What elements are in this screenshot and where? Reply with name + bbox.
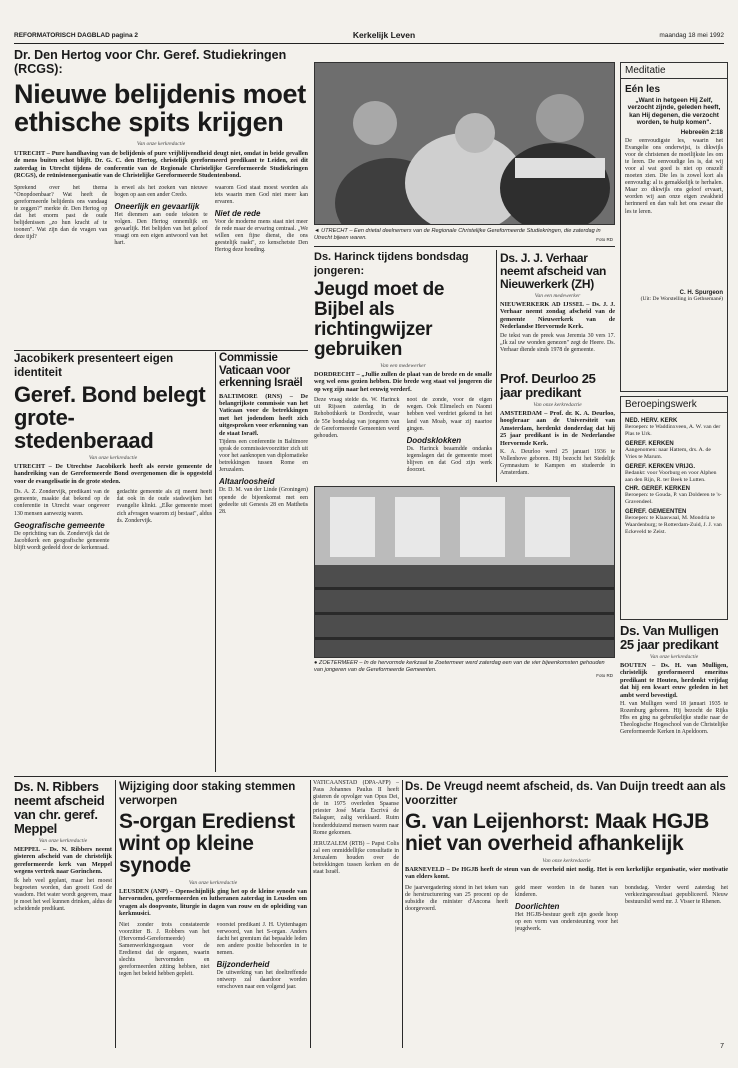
leijenhorst-col-2-text: geld meer worden in de banen van kinderen. <box>515 884 618 898</box>
verhaar-article <box>500 252 615 370</box>
photo-zoetermeer <box>314 486 615 658</box>
meditatie-quote: „Want in hetgeen Hij Zelf, verzocht zijnde, geleden heeft, kan Hij degenen, die verzocht worden, te hulp komen". <box>627 97 721 127</box>
beroeping-item <box>625 486 723 506</box>
bond-subhead: Geografische gemeente <box>14 520 105 530</box>
rule-bond-vaticaan <box>215 352 216 772</box>
bond-headline: Geref. Bond belegt grote-stedenberaad <box>14 382 206 453</box>
beroeping-item-text: Beroepen: te Gouda, P. van Dolderen te 's-Gravendeel. <box>625 492 722 506</box>
harinck-headline: Jeugd moet de Bijbel als richtingwijzer gebruiken <box>314 279 445 360</box>
lead-col-3 <box>215 185 308 295</box>
bond-columns <box>14 489 212 729</box>
beroeping-item-head: CHR. GEREF. KERKEN <box>625 486 691 493</box>
lead-subhead-2: Niet de rede <box>214 208 261 218</box>
mulligen-body: H. van Mulligen werd 18 januari 1935 te Rozenburg geboren. Hij bezocht de Rijks Hbs en ging na gebruikelijke studie naar de Theologische Hogeschool van de Christelijke Gereformeerde Kerken in Apeldoorn. <box>620 701 728 736</box>
beroeping-item <box>625 441 723 461</box>
meditatie-label: Meditatie <box>621 63 727 79</box>
bond-article <box>14 352 212 772</box>
masthead <box>14 30 724 44</box>
bond-lead: UTRECHT – De Utrechtse Jacobikerk heeft als eerste gemeente de handreiking van de Gereformeerde Bond overgenomen die is opgesteld voor de evangelisatie in de grote steden. <box>14 463 212 485</box>
mulligen-headline: Ds. Van Mulligen 25 jaar predikant <box>620 624 719 652</box>
lead-col-1: Sprekend over het thema "Onopdoenbaar? Wat heeft de gereformeerde belijdenis ons vandaag te zeggen?" merkte dr. Den Hertog op dat het enorm past de oude belijdenissen „zo hun kracht af te toonen". Wat zijn dan de vragen van deze tijd? <box>14 184 108 241</box>
deurloo-headline: Prof. Deurloo 25 jaar predikant <box>500 372 596 400</box>
rule-top-photo <box>314 246 615 247</box>
vaticaan-subhead: Altaarloosheid <box>219 477 275 487</box>
ribbers-article <box>14 780 112 1048</box>
rule-harinck-verhaar <box>496 250 497 482</box>
harinck-columns <box>314 397 492 482</box>
harinck-lead: DORDRECHT – „Jullie zullen de plaat van de brede en de smalle weg wel eens gezien hebben. Die brede weg staat vol jongeren die op weg zijn naar het eeuwig verderf. <box>314 371 492 393</box>
sorgaan-col-2-text-b: De uitwerking van het doeltreffende ontwerp zal daardoor worden verschoven naar een volgend jaar. <box>216 970 307 991</box>
leijenhorst-col-2-text-b: Het HGJB-bestuur geeft zijn goede hoop op een vorm van ondersteuning voor het jeugdwerk. <box>515 912 618 933</box>
harinck-col-2-text: noot de zonde, voor de eigen wegen. Ook Elimelech en Naomi hebben veel verdriet gekend in het land van Moab, waar zij naartoe gingen. <box>406 397 492 432</box>
masthead-paper-name: REFORMATORISCH DAGBLAD pagina 2 <box>14 32 138 39</box>
deurloo-body: K. A. Deurloo werd 25 januari 1936 te Vollenhove geboren. Hij bezocht het Stedelijk Gymnasium te Kampen en studeerde in Amsterdam. <box>500 449 615 477</box>
verhaar-lead: NIEUWERKERK AD IJSSEL – Ds. J. J. Verhaar neemt zondag afscheid van de gemeente Nieuwerkerk van de Nederlandse Hervormde Kerk. <box>500 301 615 331</box>
photo-zoetermeer-caption <box>314 660 615 680</box>
lead-headline: Nieuwe belijdenis moet ethische spits krijgen <box>14 79 306 137</box>
rule-news-leijenhorst <box>402 780 403 1048</box>
beroeping-item-text: Beroepen: te Klaaswaal, M. Mondria te Waardenburg; te Rotterdam-Zuid, J. J. van Eckeveld te Zeist. <box>625 515 722 536</box>
sorgaan-subhead: Bijzonderheid <box>216 960 270 970</box>
beroeping-item-head: GEREF. KERKEN <box>625 440 674 447</box>
mulligen-lead: BOUTEN – Ds. H. van Mulligen, christelijk gereformeerd emeritus predikant te Houten, herdenkt vrijdag dat hij een kwart eeuw geleden in het ambt werd bevestigd. <box>620 662 728 699</box>
bond-kicker: Jacobikerk presenteert eigen identiteit <box>14 353 174 379</box>
mulligen-article <box>620 624 728 774</box>
deurloo-lead: AMSTERDAM – Prof. dr. K. A. Deurloo, hoogleraar aan de Universiteit van Amsterdam, herdenkt donderdag dat hij 25 jaar predikant is in de Nederlandse Hervormde Kerk. <box>500 410 615 447</box>
lead-col-3-text-b: Voor de moderne mens staat niet meer de rede maar de ervaring centraal. „We willen een fijne dienst, die ons geestelijk raakt", zo kenschetste Den Hertog deze houding. <box>214 218 308 254</box>
news-shorts <box>313 780 399 1048</box>
leijenhorst-columns <box>405 885 728 1035</box>
beroeping-item-text: Bedankt: voor Voorburg en voor Alphen aan den Rijn, R. ter Beek te Lutten. <box>625 469 717 483</box>
sorgaan-col-2-text: voorstel predikant J. H. Uyttenhagen verwoord, van het S-organ. Anders dacht het gremium dat bepaalde leden een andere positie behoorden in te nemen. <box>216 921 307 956</box>
meditatie-body: De eenvoudigste les, waarin het Evangelie ons onderwijst, is dikwijls voor de christenen de moeilijkste les om te leren. De eenvoudige les is, dat wij voor al wat goed is niet op onszelf moeten zien. Die les is zowel kort als eenvoudig: al is gemakkelijk te herhalen. Maar zo dikwijls ons geloof ervaart, worden wij aan onze eigen zwakheid herinnerd en dan valt het ons zwaar die les te leren. <box>625 137 723 215</box>
photo-utrecht-caption-text: ◄ UTRECHT – Een drietal deelnemers van de Regionale Christelijke Gereformeerde Studiekringen, die zaterdag in Utrecht bijeen waren. <box>314 228 601 241</box>
bond-col-2: gedachte gemeente als zij meent heeft dat ook in de oude stadswijken het evangelie klinkt. „Elke gemeente moet zich afvragen waarom zij bestaat", aldus ds. Zondervijk. <box>116 489 212 524</box>
leijenhorst-article <box>405 780 728 1048</box>
deurloo-article <box>500 372 615 482</box>
beroeping-item-head: GEREF. GEMEENTEN <box>625 509 687 516</box>
leijenhorst-kicker: Ds. De Vreugd neemt afscheid, ds. Van Duijn treedt aan als voorzitter <box>405 781 726 807</box>
lead-article <box>14 48 308 348</box>
bond-col-1-text: Ds. A. Z. Zondervijk, predikant van de gemeente, maakte dat bekend op de conferentie in Utrecht waar ongeveer 130 mensen aanwezig waren. <box>14 489 110 517</box>
leijenhorst-headline: G. van Leijenhorst: Maak HGJB niet van overheid afhankelijk <box>405 810 710 855</box>
beroeping-item <box>625 418 723 438</box>
rule-lead-bond <box>14 350 308 351</box>
lead-kicker: Dr. Den Hertog voor Chr. Geref. Studiekringen (RCGS): <box>14 48 287 76</box>
harinck-col-2-text-b: Ds. Harinck beaamdde ondanks tegenslagen dat de gemeente moet blijven en dat God zijn werk doorzet. <box>406 445 492 473</box>
meditatie-signature: C. H. Spurgeon <box>679 289 723 296</box>
sorgaan-columns <box>119 922 307 1042</box>
leijenhorst-lead: BARNEVELD – De HGJB heeft de steun van de overheid niet nodig. Het is een kerkelijke organisatie, wier motivatie van elders komt. <box>405 866 728 881</box>
beroepingswerk-box <box>620 396 728 620</box>
beroeping-item-head: GEREF. KERKEN VRIJG. <box>625 463 696 470</box>
rule-ribbers-sorgaan <box>115 780 116 1048</box>
harinck-col-2 <box>407 397 493 482</box>
sorgaan-lead: LEUSDEN (ANP) – Openschijnlijk ging het op de kleine synode van hervormden, gereformeerden en lutheranen zaterdag in Leusden om vragen als doopvonte, liturgie in dagen van rouw en de opleiding van kerkmusici. <box>119 888 307 918</box>
mulligen-byline: Van onze kerkredactie <box>649 654 699 660</box>
photo-zoetermeer-image <box>315 487 615 658</box>
meditatie-title: Eén les <box>625 84 661 95</box>
beroeping-item-text: Aangenomen: naar Hattem, drs. A. de Vries te Marum. <box>625 446 711 460</box>
vaticaan-body-b: Dr. D. M. van der Linde (Groningen) opende de bijeenkomst met een gedeelte uit Genesis 28 en Mattheüs 28. <box>219 487 308 515</box>
ribbers-headline: Ds. N. Ribbers neemt afscheid van chr. geref. Meppel <box>14 780 105 836</box>
leijenhorst-col-2 <box>515 885 618 1035</box>
leijenhorst-col-1: De jaarvergadering stond in het teken van de herstructurering van 25 procent op de subsidie die minister d'Ancona heeft doorgevoerd. <box>405 884 508 913</box>
sorgaan-headline: S-organ Eredienst wint op kleine synode <box>119 810 295 877</box>
leijenhorst-col-3: bondsdag. Verder werd zaterdag het verkiezingsresultaat gepubliceerd. Nieuw bestuurslid werd mr. J. Visser te Rhenen. <box>625 884 728 905</box>
photo-utrecht-image <box>315 63 615 225</box>
sorgaan-col-1: Niet zonder trots constateerde voorzitter B. J. Robbers van het (Hervormd-Gereformeerde) Samenwerkingsorgaan voor de Eredienst dat de organen, waarin slechts hervormden en gereformeerden zitting hebben, niet tegen het beleid hebben gepleit. <box>119 921 210 978</box>
leijenhorst-subhead: Doorlichten <box>515 902 560 911</box>
meditatie-reference: Hebreeën 2:18 <box>680 128 723 136</box>
beroeping-item-head: NED. HERV. KERK <box>625 418 678 424</box>
lead-col-2-text-b: Het dienmen aan oude teksten te volgen. Den Hertog onnemlijk en gevaarlijk. Het belijden van het geloof vraagt om een eigen antwoord van het hart. <box>114 211 208 247</box>
sorgaan-kicker: Wijziging door staking stemmen verworpen <box>119 781 296 807</box>
deurloo-byline: Van onze kerkredactie <box>533 402 582 408</box>
meditatie-source: (Uit: De Worstelling in Gethsemané) <box>640 295 723 302</box>
ribbers-byline: Van onze kerkredactie <box>38 838 88 844</box>
lead-columns <box>14 185 308 295</box>
meditatie-box <box>620 62 728 392</box>
beroeping-item <box>625 509 723 536</box>
harinck-article <box>314 250 492 482</box>
beroeping-item <box>625 464 723 484</box>
beroeping-item-text: Beroepen: te Waddinxveen, A. W. van der Plas te Urk. <box>625 424 721 437</box>
news-short-jeruzalem: JERUZALEM (RTB) – Papst Colis zal een onmiddellijke consultatie in Jeruzalem houden over de betrekkingen tussen kerken en de staat Israël. <box>313 840 399 876</box>
bond-col-1-text-b: De oprichting van ds. Zondervijk dat de Jacobikerk een geografische gemeente blijft wordt gedeeld door de kerkenraad. <box>14 530 110 551</box>
vaticaan-lead: BALTIMORE (RNS) – De belangrijkste commissie van het Vaticaan voor de betrekkingen met het jodendom heeft zich uitgesproken voor erkenning van de staat Israël. <box>219 392 308 437</box>
photo-utrecht-credit: Foto RD <box>596 237 613 243</box>
vaticaan-headline: Commissie Vaticaan voor erkenning Israël <box>219 352 303 389</box>
harinck-col-1: Deze vraag stelde ds. W. Harinck uit Rijssen zaterdag in de Rehobothkerk te Dordrecht, waar de 55e bondsdag van jongeren van de Gereformeerde Gemeenten werd gehouden. <box>314 397 400 439</box>
meditatie-content <box>621 79 727 304</box>
lead-col-3-text: waarom God staat moest worden als iets waarin men God niet meer kan ervaren. <box>214 184 308 205</box>
photo-utrecht-caption <box>314 228 615 244</box>
photo-zoetermeer-credit: Foto RD <box>596 673 613 679</box>
photo-zoetermeer-caption-text: ● ZOETERMEER – In de hervormde kerkzaal te Zoetermeer werd zaterdag een van de vier bijeenkomsten gehouden van jongeren van de Gereformeerde Gemeenten. <box>314 660 605 673</box>
masthead-section: Kerkelijk Leven <box>352 30 416 40</box>
page-number: 7 <box>720 1043 724 1050</box>
ribbers-lead: MEPPEL – Ds. N. Ribbers neemt gisteren afscheid van de christelijk gereformeerde kerk van Meppel wegens vertrek naar Gorinchem. <box>14 846 112 876</box>
verhaar-byline: Van een medewerker <box>534 293 581 299</box>
beroepingswerk-title: Beroepingswerk <box>621 397 727 413</box>
lead-byline: Van onze kerkredactie <box>136 141 186 147</box>
sorgaan-col-2 <box>217 922 308 1042</box>
lead-intro: UTRECHT – Pure handhaving van de belijdenis of pure vrijblijvendheid deugt niet, omdat in beide gevallen de mens buiten schot blijft. Dr. G. C. den Hertog, christelijk gereformeerd predikant te Leiden, zei dit zaterdag in Utrecht tijdens de conferentie van de Regionale Christelijke Gereformeerde Studiekringen (RCGS), de reünistenorganisatie van de Christelijke Gereformeerde Studentenbond. <box>14 150 308 180</box>
verhaar-body: De tekst van de preek was Jeremia 30 vers 17. „Ik zal uw wonden genezen" zegt de Heere. Ds. Verhaar diende sinds 1978 de gemeente. <box>500 332 615 353</box>
rule-bottom-section <box>14 776 728 777</box>
verhaar-headline: Ds. J. J. Verhaar neemt afscheid van Nieuwerkerk (ZH) <box>500 252 606 291</box>
masthead-date: maandag 18 mei 1992 <box>659 32 724 39</box>
harinck-byline: Van een medewerker <box>380 363 426 369</box>
lead-subhead-1: Oneerlijk en gevaarlijk <box>114 201 200 211</box>
news-short-vaticanstad: VATICAANSTAD (DPA-AFP) – Paus Johannes Paulus II heeft gisteren de opvolger van Opus Dei, de in 1975 overleden Spaanse priester José Maria Escrivá de Balaguer, zalig verklaard. Ruim honderdduizend mensen waren naar Rome gekomen. <box>313 780 399 836</box>
leijenhorst-byline: Van onze kerkredactie <box>542 858 591 864</box>
harinck-subhead: Doodsklokken <box>406 435 462 445</box>
photo-utrecht <box>314 62 615 225</box>
ribbers-body: Ik heb veel geplant, maar het moest begroeten worden, dan groeit God de wasdom. Het water wordt gegeven, maar je moet het wel kunnen drinken, aldus de scheidende predikant. <box>14 877 112 912</box>
rule-sorgaan-news <box>310 780 311 1048</box>
lead-col-2 <box>114 185 207 295</box>
beroepingswerk-list <box>621 413 727 538</box>
lead-col-2-text: is erwel als het zoeken van nieuwe bogen op aan een ander Credo. <box>114 184 208 198</box>
sorgaan-article <box>119 780 307 1048</box>
harinck-kicker: Ds. Harinck tijdens bondsdag jongeren: <box>314 251 469 277</box>
vaticaan-article <box>219 352 308 772</box>
bond-col-1 <box>14 489 110 729</box>
vaticaan-body: Tijdens een conferentie in Baltimore sprak de commissievoorzitter zich uit voor het aanknopen van diplomatieke betrekkingen tussen Rome en Jeruzalem. <box>219 438 308 474</box>
bond-byline: Van onze kerkredactie <box>88 455 138 461</box>
sorgaan-byline: Van onze kerkredactie <box>188 880 238 886</box>
